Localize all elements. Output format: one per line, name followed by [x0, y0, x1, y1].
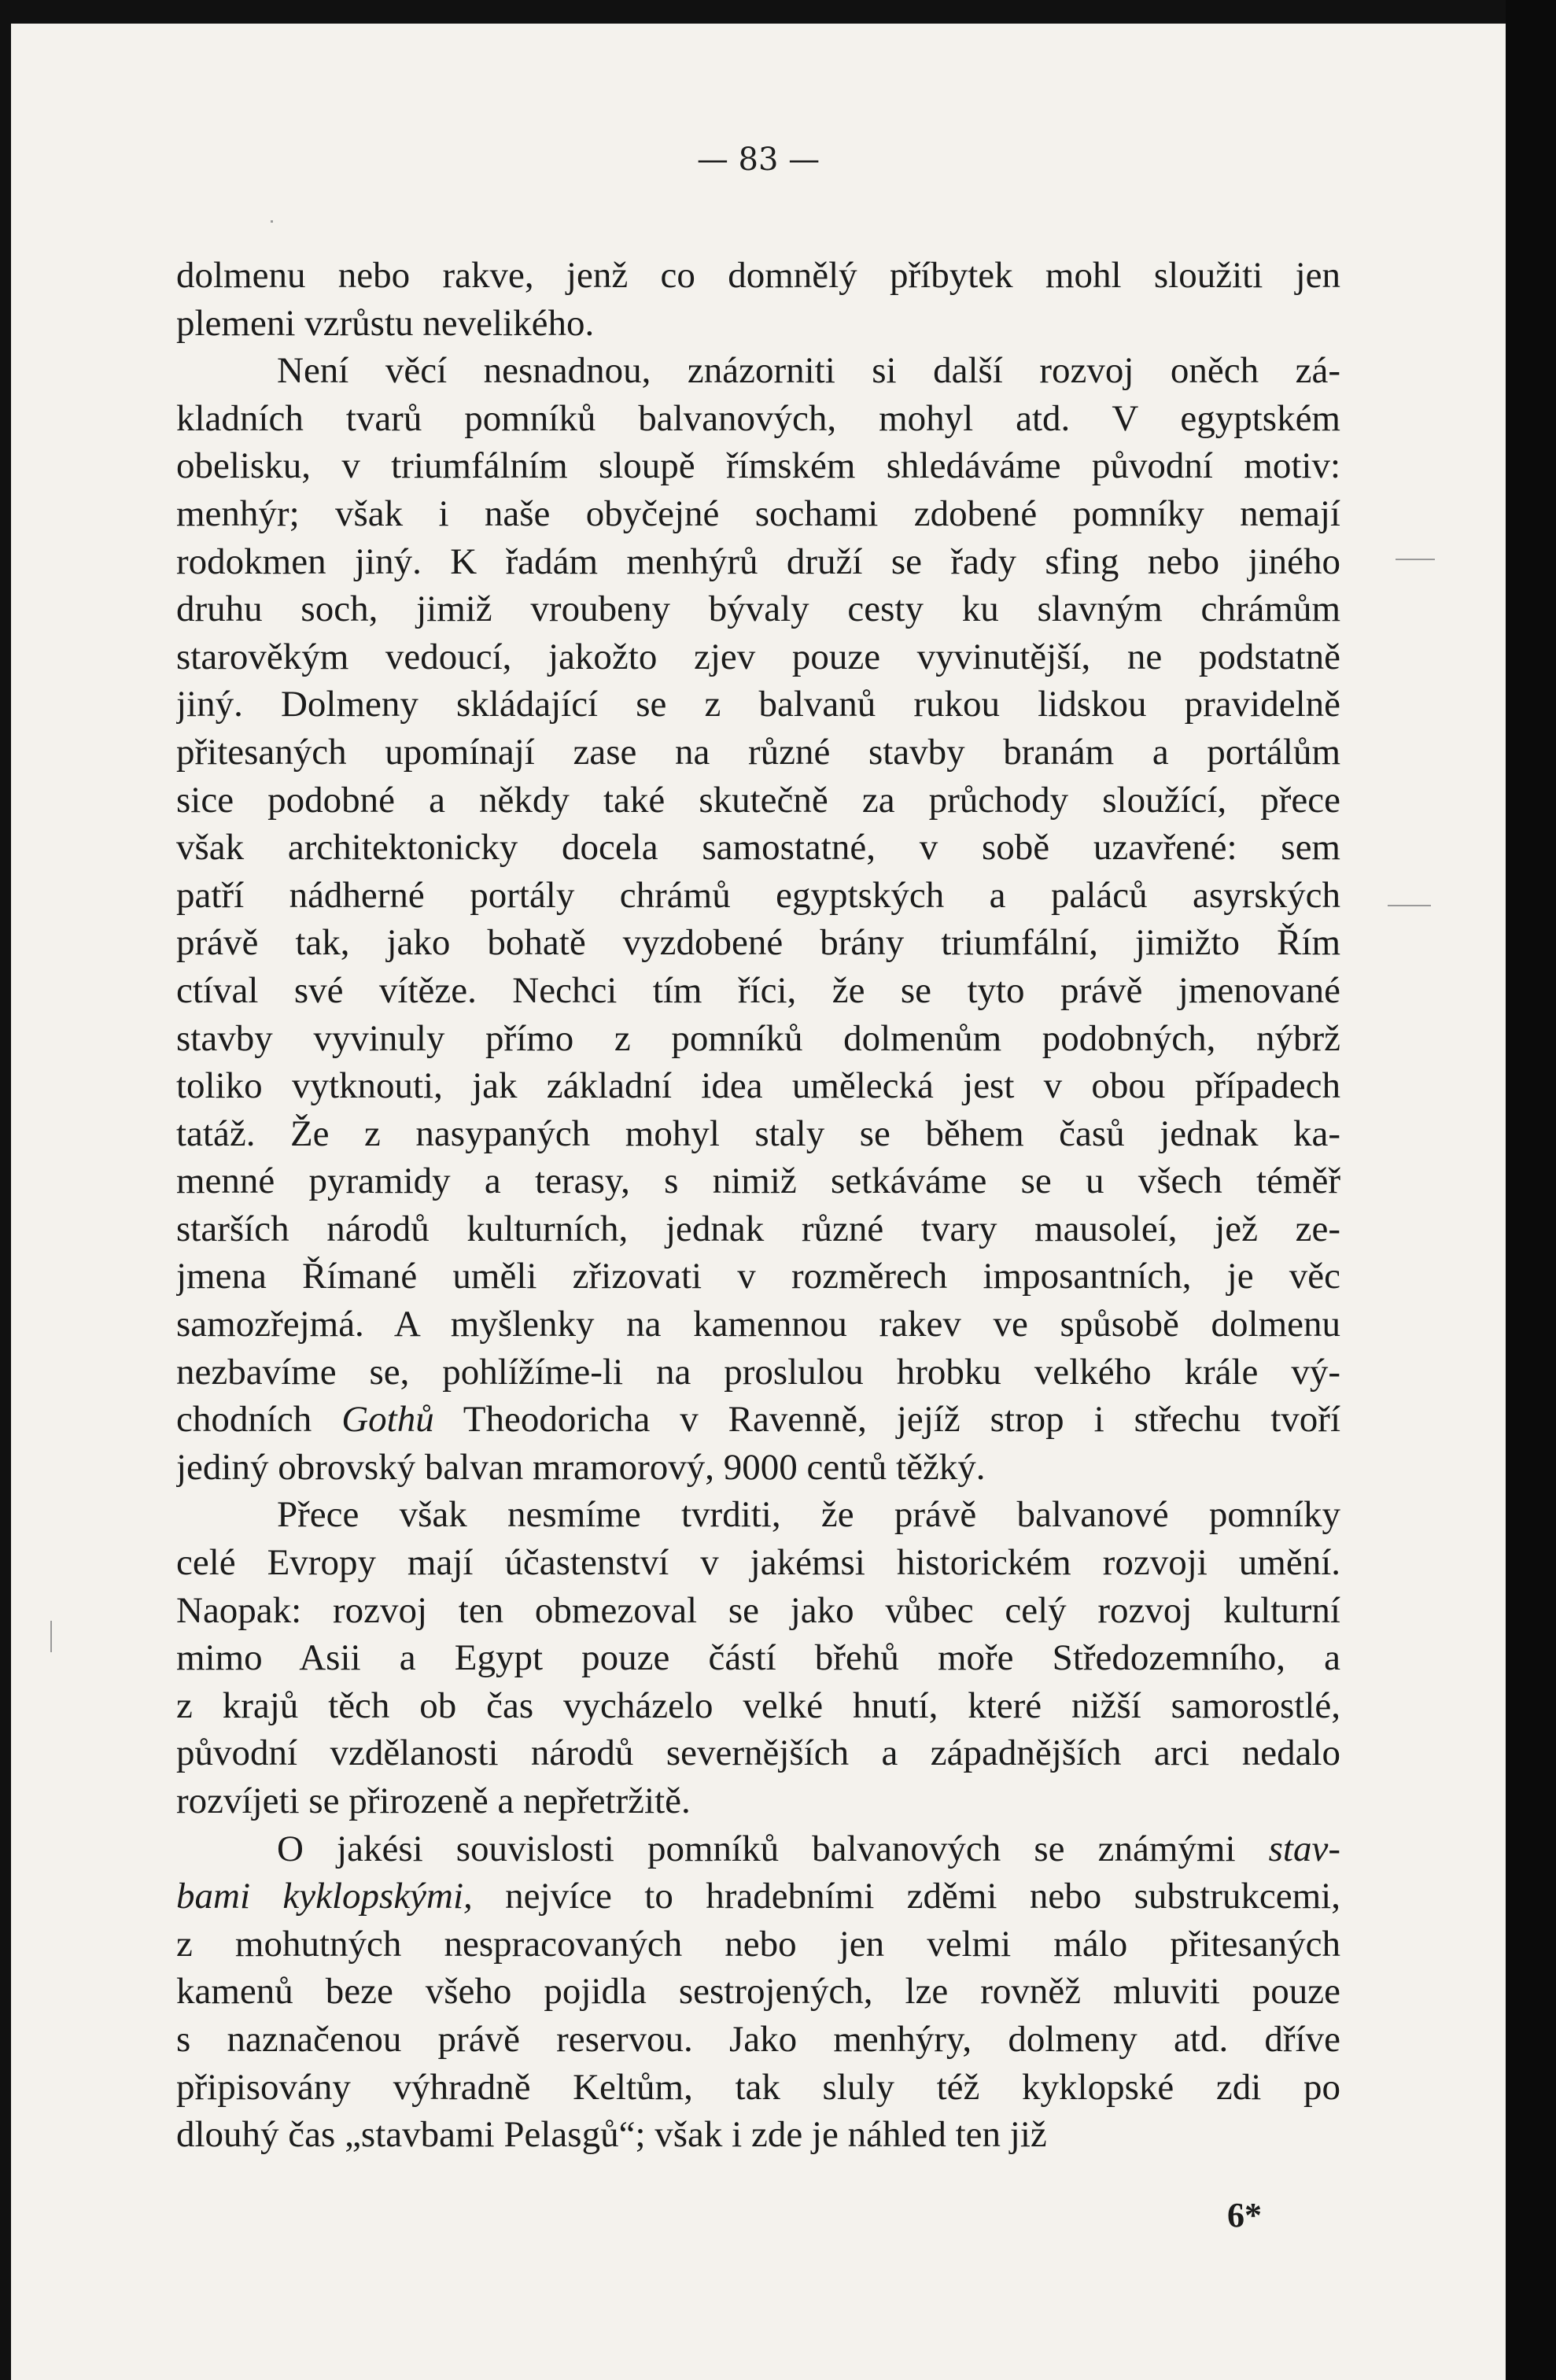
scan-speck — [271, 220, 273, 223]
text-fragment: s naznačenou právě reservou. Jako menhýry, dolmeny atd. dříve — [176, 2018, 1340, 2060]
text-fragment: celé Evropy mají účastenství v jakémsi historickém rozvoji umění. — [176, 1542, 1340, 1584]
text-fragment: z mohutných nespracovaných nebo jen velmi málo přitesaných — [176, 1923, 1340, 1965]
text-line — [176, 300, 1340, 348]
text-line — [176, 824, 1340, 872]
text-line — [176, 1349, 1340, 1397]
paragraph — [176, 1825, 1340, 2159]
text-line — [176, 490, 1340, 538]
text-fragment: Není věcí nesnadnou, znázorniti si další rozvoj oněch zá- — [277, 350, 1340, 392]
text-fragment: dolmenu nebo rakve, jenž co domnělý příbytek mohl sloužiti jen — [176, 255, 1340, 296]
text-fragment: chodních — [176, 1399, 342, 1441]
text-line — [176, 777, 1340, 825]
text-fragment: Naopak: rozvoj ten obmezoval se jako vůbec celý rozvoj kulturní — [176, 1589, 1340, 1631]
book-page — [11, 24, 1506, 2380]
text-fragment: jmena Římané uměli zřizovati v rozměrech imposantních, je věc — [176, 1256, 1340, 1297]
text-line — [176, 1205, 1340, 1253]
scan-speck — [1396, 559, 1435, 560]
text-fragment: druhu soch, jimiž vroubeny bývaly cesty ku slavným chrámům — [176, 589, 1340, 630]
text-line — [176, 1921, 1340, 1969]
text-fragment: plemeni vzrůstu nevelikého. — [176, 302, 595, 344]
text-fragment: dlouhý čas „stavbami Pelasgů“; však i zde je náhled ten již — [176, 2114, 1047, 2156]
text-fragment: kladních tvarů pomníků balvanových, mohyl atd. V egyptském — [176, 397, 1340, 439]
text-line — [176, 2064, 1340, 2112]
scan-speck — [1388, 905, 1431, 906]
text-line — [176, 1634, 1340, 1682]
text-line — [176, 347, 1340, 395]
text-fragment: sice podobné a někdy také skutečně za průchody sloužící, přece — [176, 779, 1340, 821]
text-line — [176, 1587, 1340, 1635]
text-line — [176, 1968, 1340, 2016]
text-fragment: bami kyklopskými, — [176, 1876, 473, 1917]
text-fragment: tatáž. Že z nasypaných mohyl staly se během časů jednak ka- — [176, 1113, 1340, 1154]
text-line — [176, 585, 1340, 633]
text-fragment: menné pyramidy a terasy, s nimiž setkáváme se u všech téměř — [176, 1160, 1340, 1202]
text-line — [176, 1062, 1340, 1110]
body-text — [176, 252, 1340, 2159]
text-fragment: původní vzdělanosti národů severnějších a západnějších arci nedalo — [176, 1732, 1340, 1774]
page-number: — 83 — — [696, 142, 820, 178]
text-fragment: obelisku, v triumfálním sloupě římském shledáváme původní motiv: — [176, 445, 1340, 487]
paragraph — [176, 1491, 1340, 1825]
text-fragment: připisovány výhradně Keltům, tak sluly též kyklopské zdi po — [176, 2066, 1340, 2108]
text-line — [176, 1729, 1340, 1777]
text-fragment: toliko vytknouti, jak základní idea umělecká jest v obou případech — [176, 1065, 1340, 1107]
text-fragment: právě tak, jako bohatě vyzdobené brány triumfální, jimižto Řím — [176, 922, 1340, 964]
text-line — [176, 538, 1340, 586]
text-line — [176, 872, 1340, 920]
text-line — [176, 681, 1340, 729]
scan-speck — [50, 1621, 52, 1652]
text-line — [176, 1491, 1340, 1539]
text-fragment: samozřejmá. A myšlenky na kamennou rakev ve spůsobě dolmenu — [176, 1304, 1340, 1345]
text-line — [176, 1777, 1340, 1825]
text-fragment: ctíval své vítěze. Nechci tím říci, že se tyto právě jmenované — [176, 969, 1340, 1011]
text-line — [176, 252, 1340, 300]
text-fragment: stavby vyvinuly přímo z pomníků dolmenům podobných, nýbrž — [176, 1017, 1340, 1059]
paragraph — [176, 347, 1340, 1491]
text-line — [176, 442, 1340, 490]
text-fragment: menhýr; však i naše obyčejné sochami zdobené pomníky nemají — [176, 493, 1340, 534]
text-line — [176, 967, 1340, 1015]
text-fragment: mimo Asii a Egypt pouze částí břehů moře Středozemního, a — [176, 1637, 1340, 1679]
text-fragment: z krajů těch ob čas vycházelo velké hnutí, které nižší samorostlé, — [176, 1684, 1340, 1726]
text-fragment: patří nádherné portály chrámů egyptských a paláců asyrských — [176, 874, 1340, 916]
text-line — [176, 1157, 1340, 1205]
text-fragment: rozvíjeti se přirozeně a nepřetržitě. — [176, 1780, 691, 1821]
text-fragment: starších národů kulturních, jednak různé tvary mausoleí, jež ze- — [176, 1208, 1340, 1249]
scan-border — [1506, 0, 1556, 2380]
text-line — [176, 1110, 1340, 1158]
text-line — [176, 633, 1340, 681]
text-line — [176, 919, 1340, 967]
text-fragment: však architektonicky docela samostatné, v sobě uzavřené: sem — [176, 827, 1340, 869]
text-fragment: kamenů beze všeho pojidla sestrojených, lze rovněž mluviti pouze — [176, 1971, 1340, 2013]
text-line — [176, 395, 1340, 443]
text-fragment: O jakési souvislosti pomníků balvanových se známými — [277, 1828, 1269, 1869]
text-line — [176, 1444, 1340, 1492]
text-fragment: jiný. Dolmeny skládající se z balvanů rukou lidskou pravidelně — [176, 684, 1340, 725]
text-line — [176, 1015, 1340, 1063]
text-fragment: nezbavíme se, pohlížíme-li na proslulou hrobku velkého krále vý- — [176, 1351, 1340, 1393]
text-fragment: rodokmen jiný. K řadám menhýrů druží se řady sfing nebo jiného — [176, 541, 1340, 582]
text-fragment: nejvíce to hradebními zděmi nebo substrukcemi, — [472, 1876, 1340, 1917]
text-line — [176, 1301, 1340, 1349]
text-line — [176, 1253, 1340, 1301]
text-line — [176, 1682, 1340, 1730]
text-line — [176, 1825, 1340, 1873]
text-fragment: přitesaných upomínají zase na různé stavby branám a portálům — [176, 731, 1340, 773]
text-line — [176, 1396, 1340, 1444]
text-line — [176, 729, 1340, 777]
text-line — [176, 1539, 1340, 1587]
text-fragment: stav- — [1268, 1828, 1340, 1869]
text-fragment: Theodoricha v Ravenně, jejíž strop i střechu tvoří — [433, 1399, 1340, 1441]
text-fragment: Přece však nesmíme tvrditi, že právě balvanové pomníky — [277, 1494, 1340, 1536]
text-line — [176, 2111, 1340, 2159]
text-line — [176, 2016, 1340, 2064]
text-fragment: Gothů — [341, 1399, 434, 1441]
paragraph — [176, 252, 1340, 347]
signature-mark: 6* — [1227, 2196, 1262, 2234]
text-fragment: jediný obrovský balvan mramorový, 9000 centů těžký. — [176, 1446, 986, 1488]
text-fragment: starověkým vedoucí, jakožto zjev pouze vyvinutější, ne podstatně — [176, 636, 1340, 677]
text-line — [176, 1873, 1340, 1921]
